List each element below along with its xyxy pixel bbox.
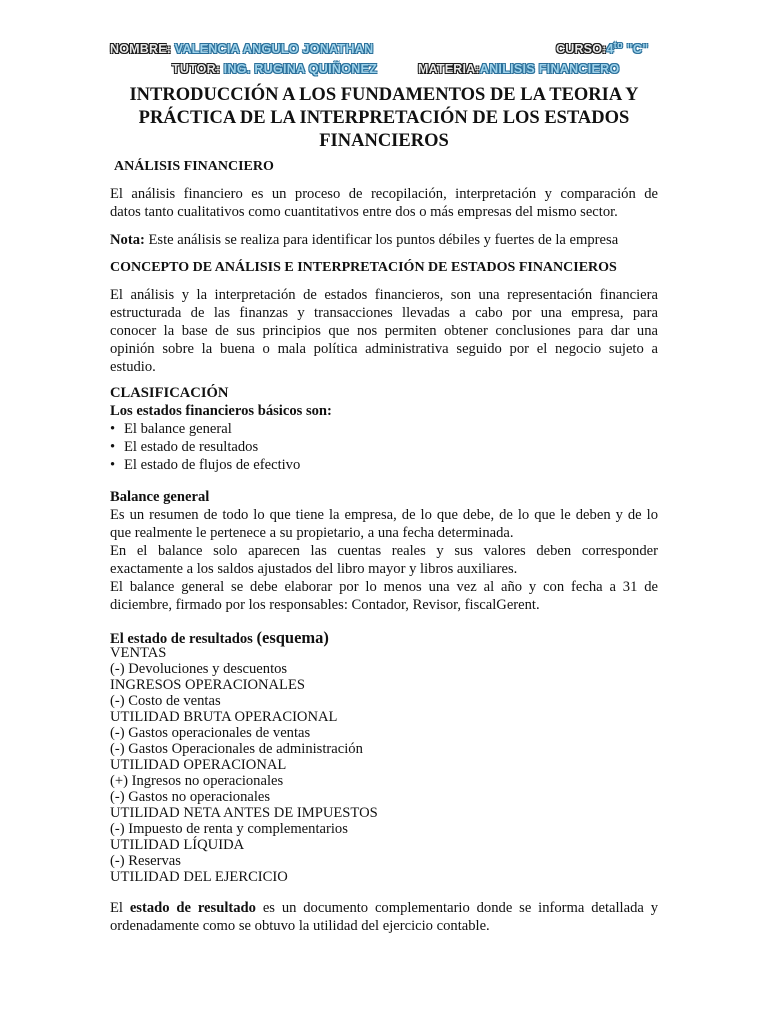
section-heading-clasificacion: CLASIFICACIÓN [110,385,229,401]
paragraph-analisis-line-2: datos tanto cualitativos como cuantitativos entre dos o más empresas del mismo sector. [110,204,618,220]
paragraph-balance-line-4: exactamente a los saldos ajustados del libro mayor y libros auxiliares. [110,561,518,577]
name-label: NOMBRE: [110,42,172,56]
bold-term: estado de resultado [129,900,256,916]
list-item: VENTAS [110,645,167,661]
list-item: (+) Ingresos no operacionales [110,773,284,789]
list-item: UTILIDAD DEL EJERCICIO [110,869,288,885]
note-label: Nota: [110,232,145,248]
paragraph-estado-line-1: El estado de resultado es un documento complementario donde se informa detallada y [110,900,658,916]
subject-field [418,62,620,76]
list-item: UTILIDAD NETA ANTES DE IMPUESTOS [110,805,378,821]
paragraph-balance-line-1: Es un resumen de todo lo que tiene la empresa, de lo que debe, de lo que le deben y de lo [110,507,658,523]
list-item: (-) Gastos Operacionales de administración [110,741,363,757]
note-paragraph [110,232,658,250]
document-title [110,84,658,153]
name-value: VALENCIA ANGULO JONATHAN [174,42,374,56]
course-label: CURSO: [556,42,607,56]
subject-label: MATERIA: [418,62,480,76]
paragraph-concepto-line-5: estudio. [110,359,156,375]
list-item: (-) Gastos no operacionales [110,789,271,805]
bullet-icon: • [110,421,116,437]
list-item: (-) Costo de ventas [110,693,221,709]
paragraph-analisis-line-1: El análisis financiero es un proceso de recopilación, interpretación y comparación de [110,186,658,202]
tutor-value: ING. RUGINA QUIÑONEZ [223,62,378,76]
section-heading-concepto: CONCEPTO DE ANÁLISIS E INTERPRETACIÓN DE ESTADOS FINANCIEROS [110,260,617,275]
tutor-field [172,62,377,76]
course-ordinal: to [613,40,623,50]
tutor-label: TUTOR: [172,62,221,76]
paragraph-balance-line-5: El balance general se debe elaborar por lo menos una vez al año y con fecha a 31 de [110,579,658,595]
paragraph-concepto-line-4: opinión sobre la buena o mala política administrativa seguido por el negocio sujeto a [110,341,658,357]
paragraph-balance-line-2: que realmente le pertenece a su propietario, a una fecha determinada. [110,525,514,541]
list-item: (-) Reservas [110,853,181,869]
list-item: • El estado de resultados [110,439,259,455]
list-item: INGRESOS OPERACIONALES [110,677,306,693]
list-item: (-) Impuesto de renta y complementarios [110,821,348,837]
list-item: (-) Devoluciones y descuentos [110,661,288,677]
course-section: "C" [622,42,649,56]
paragraph-concepto-line-2: estructurada de las finanzas y transacciones llevadas a cabo por una empresa, para [110,305,658,321]
subject-value: ANILISIS FINANCIERO [479,62,620,76]
section-heading-analisis: ANÁLISIS FINANCIERO [114,159,274,174]
note-text: Este análisis se realiza para identificar los puntos débiles y fuertes de la empresa [144,232,619,248]
paragraph-balance-line-6: diciembre, firmado por los responsables: Contador, Revisor, fiscalGerent. [110,597,540,613]
course-field [556,42,648,56]
heading-esquema: (esquema) [256,628,329,647]
title-line-2: PRÁCTICA DE LA INTERPRETACIÓN DE LOS ESTADOS [138,108,630,128]
title-line-1: INTRODUCCIÓN A LOS FUNDAMENTOS DE LA TEORIA Y [129,85,639,105]
section-heading-estado-resultados: El estado de resultados (esquema) [110,628,329,647]
bullet-icon: • [110,439,116,455]
paragraph-balance-line-3: En el balance solo aparecen las cuentas reales y sus valores deben corresponder [110,543,658,559]
section-heading-balance: Balance general [110,489,210,505]
list-item: (-) Gastos operacionales de ventas [110,725,311,741]
name-field [110,42,373,56]
paragraph-concepto-line-3: conocer la base de sus principios que nos permiten obtener conclusiones para dar una [110,323,658,339]
title-line-3: FINANCIEROS [319,131,449,151]
list-item: UTILIDAD LÍQUIDA [110,837,245,853]
subheading-estados-basicos: Los estados financieros básicos son: [110,403,332,419]
paragraph-concepto-line-1: El análisis y la interpretación de estados financieros, son una representación financiera [110,287,658,303]
bullet-icon: • [110,457,116,473]
list-item: • El balance general [110,421,232,437]
list-item: UTILIDAD BRUTA OPERACIONAL [110,709,338,725]
course-number: 4 [606,42,614,56]
list-item: UTILIDAD OPERACIONAL [110,757,287,773]
paragraph-estado-line-2: ordenadamente como se obtuvo la utilidad del ejercicio contable. [110,918,490,934]
list-item: • El estado de flujos de efectivo [110,457,301,473]
